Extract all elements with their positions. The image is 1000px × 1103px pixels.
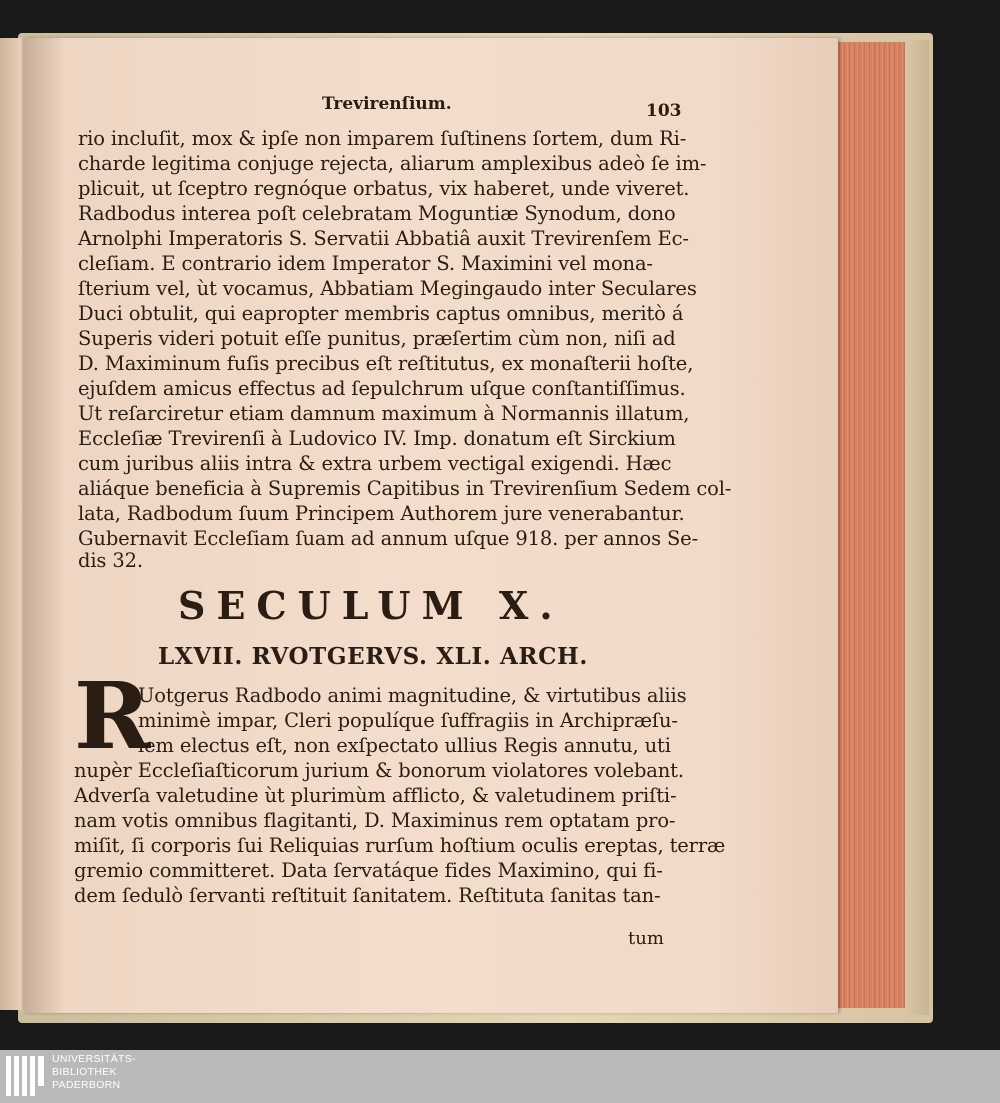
page-block-edges bbox=[826, 42, 906, 1008]
text-line: D. Maximinum fuſis precibus eſt reſtitutus, ex monaſterii hoſte, bbox=[78, 352, 694, 375]
page-number: 103 bbox=[646, 101, 682, 121]
running-head: Trevirenſium. bbox=[322, 94, 452, 114]
text-line: nupèr Eccleſiaſticorum jurium & bonorum violatores volebant. bbox=[74, 759, 684, 782]
text-line: Adverſa valetudine ùt plurimùm afflicto, & valetudinem priſti- bbox=[74, 784, 677, 807]
footer-bar bbox=[0, 1050, 1000, 1103]
text-line: Superis videri potuit eſſe punitus, præſertim cùm non, niſi ad bbox=[78, 327, 676, 350]
text-line: Duci obtulit, qui eapropter membris captus omnibus, meritò á bbox=[78, 302, 684, 325]
text-line: lem electus eſt, non exſpectato ullius Regis annutu, uti bbox=[138, 734, 671, 757]
text-line: Uotgerus Radbodo animi magnitudine, & virtutibus aliis bbox=[138, 684, 687, 707]
text-line: cleſiam. E contrario idem Imperator S. Maximini vel mona- bbox=[78, 252, 653, 275]
text-line: ſterium vel, ùt vocamus, Abbatiam Megingaudo inter Seculares bbox=[78, 277, 697, 300]
library-logo-icon bbox=[6, 1056, 46, 1096]
text-line: Arnolphi Imperatoris S. Servatii Abbatiâ auxit Trevirenſem Ec- bbox=[78, 227, 689, 250]
text-line: Ut reſarciretur etiam damnum maximum à Normannis illatum, bbox=[78, 402, 690, 425]
cover-board-right bbox=[905, 40, 929, 1015]
text-line: cum juribus aliis intra & extra urbem vectigal exigendi. Hæc bbox=[78, 452, 672, 475]
text-line: Radbodus interea poſt celebratam Moguntiæ Synodum, dono bbox=[78, 202, 676, 225]
text-line: charde legitima conjuge rejecta, aliarum amplexibus adeò ſe im- bbox=[78, 152, 707, 175]
initial-letter: R bbox=[74, 662, 151, 770]
text-line: Gubernavit Eccleſiam ſuam ad annum uſque 918. per annos Se- bbox=[78, 527, 699, 550]
text-line: nam votis omnibus flagitanti, D. Maximinus rem optatam pro- bbox=[74, 809, 676, 832]
library-logo-text bbox=[52, 1053, 182, 1092]
text-line: ejuſdem amicus effectus ad ſepulchrum uſque conſtantiſſimus. bbox=[78, 377, 686, 400]
text-line: miſit, ſi corporis ſui Reliquias rurſum hoſtium oculis ereptas, terræ bbox=[74, 834, 726, 857]
catchword: tum bbox=[628, 928, 664, 949]
text-line: dem ſedulò ſervanti reſtituit ſanitatem. Reſtituta ſanitas tan- bbox=[74, 884, 661, 907]
left-page-edge bbox=[0, 38, 26, 1010]
logo-line: PADERBORN bbox=[52, 1079, 121, 1091]
text-line: dis 32. bbox=[78, 549, 143, 572]
logo-line: BIBLIOTHEK bbox=[52, 1066, 117, 1078]
text-line: lata, Radbodum ſuum Principem Authorem jure venerabantur. bbox=[78, 502, 685, 525]
text-line: aliáque beneficia à Supremis Capitibus in Trevirenſium Sedem col- bbox=[78, 477, 732, 500]
text-line: plicuit, ut ſceptro regnóque orbatus, vix haberet, unde viveret. bbox=[78, 177, 690, 200]
text-line: minimè impar, Cleri populíque ſuffragiis in Archipræſu- bbox=[138, 709, 678, 732]
chapter-heading: LXVII. RVOTGERVS. XLI. ARCH. bbox=[158, 643, 588, 670]
text-line: Eccleſiæ Trevirenſi à Ludovico IV. Imp. donatum eſt Sirckium bbox=[78, 427, 676, 450]
century-heading: SECULUM X. bbox=[178, 583, 564, 628]
text-line: rio incluſit, mox & ipſe non imparem ſuſtinens ſortem, dum Ri- bbox=[78, 127, 687, 150]
logo-line: UNIVERSITÄTS- bbox=[52, 1053, 136, 1065]
text-line: gremio committeret. Data ſervatáque fides Maximino, qui fi- bbox=[74, 859, 663, 882]
